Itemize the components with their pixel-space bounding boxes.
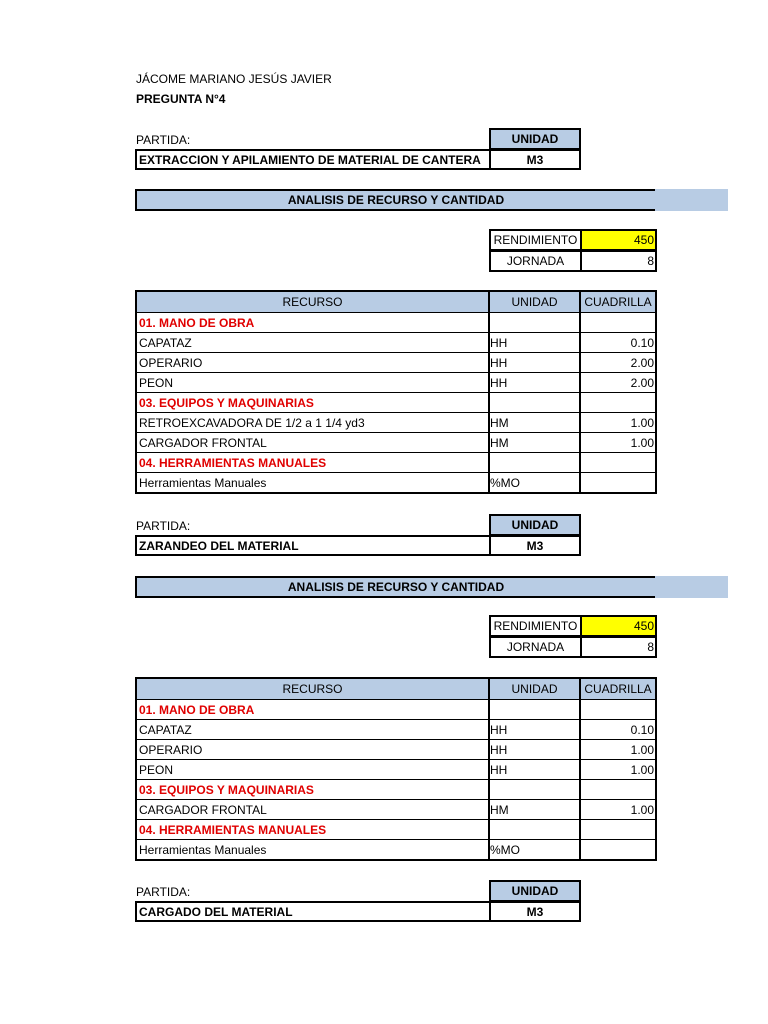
analysis-banner: ANALISIS DE RECURSO Y CANTIDAD	[135, 576, 655, 598]
table-row	[137, 352, 655, 372]
qty-cell	[581, 820, 655, 839]
group-label: 01. MANO DE OBRA	[137, 700, 490, 719]
resource-label: OPERARIO	[137, 740, 490, 759]
qty-cell: 1.00	[630, 415, 654, 430]
resource-label: CARGADOR FRONTAL	[137, 433, 490, 452]
unidad-header: UNIDAD	[489, 128, 581, 150]
qty-cell: 1.00	[630, 435, 654, 450]
analysis-banner: ANALISIS DE RECURSO Y CANTIDAD	[135, 189, 655, 211]
partida-unit: M3	[489, 901, 581, 922]
table-row	[137, 839, 655, 859]
cuadrilla-header: CUADRILLA	[581, 292, 655, 312]
table-row	[137, 472, 655, 492]
table-row	[137, 819, 655, 839]
unit-cell: HH	[490, 740, 581, 759]
group-label: 03. EQUIPOS Y MAQUINARIAS	[137, 780, 490, 799]
jornada-value: 8	[580, 250, 657, 272]
group-label: 04. HERRAMIENTAS MANUALES	[137, 453, 490, 472]
group-label: 04. HERRAMIENTAS MANUALES	[137, 820, 490, 839]
qty-cell	[581, 700, 655, 719]
qty-cell	[581, 393, 655, 412]
qty-cell: 0.10	[630, 722, 654, 737]
unit-cell: HM	[490, 800, 581, 819]
table-row	[137, 392, 655, 412]
table-row	[137, 719, 655, 739]
partida-unit: M3	[489, 535, 581, 556]
qty-cell	[581, 473, 655, 492]
resource-label: CAPATAZ	[137, 333, 490, 352]
resource-label: CARGADOR FRONTAL	[137, 800, 490, 819]
partida-name: EXTRACCION Y APILAMIENTO DE MATERIAL DE CANTERA	[135, 149, 491, 170]
partida-label: PARTIDA:	[136, 519, 191, 533]
table-header-row	[137, 292, 655, 312]
qty-cell: 2.00	[630, 375, 654, 390]
resource-label: OPERARIO	[137, 353, 490, 372]
qty-cell	[581, 453, 655, 472]
rendimiento-label: RENDIMIENTO	[489, 615, 582, 637]
partida-label: PARTIDA:	[136, 133, 191, 147]
rendimiento-value: 450	[580, 229, 657, 251]
qty-cell	[581, 840, 655, 859]
question-number: PREGUNTA N°4	[136, 92, 226, 106]
unidad-header: UNIDAD	[490, 679, 581, 699]
table-row	[137, 739, 655, 759]
table-row	[137, 452, 655, 472]
qty-cell: 0.10	[630, 335, 654, 350]
banner-extension	[655, 189, 728, 211]
unit-cell: HH	[490, 373, 581, 392]
unit-cell: HH	[490, 353, 581, 372]
banner-extension	[655, 576, 728, 598]
resource-table	[135, 677, 657, 861]
qty-cell	[581, 313, 655, 332]
resource-label: PEON	[137, 373, 490, 392]
table-header-row	[137, 679, 655, 699]
jornada-label: JORNADA	[489, 250, 582, 272]
table-row	[137, 412, 655, 432]
unit-cell	[490, 453, 581, 472]
qty-cell: 1.00	[630, 802, 654, 817]
unit-cell: HH	[490, 720, 581, 739]
jornada-value: 8	[580, 636, 657, 658]
unidad-header: UNIDAD	[490, 292, 581, 312]
partida-label: PARTIDA:	[136, 885, 191, 899]
table-row	[137, 372, 655, 392]
unidad-header: UNIDAD	[489, 514, 581, 536]
cuadrilla-header: CUADRILLA	[581, 679, 655, 699]
table-row	[137, 332, 655, 352]
qty-cell: 1.00	[630, 742, 654, 757]
unit-cell	[490, 313, 581, 332]
unit-cell: HM	[490, 413, 581, 432]
unidad-header: UNIDAD	[489, 880, 581, 902]
resource-label: PEON	[137, 760, 490, 779]
unit-cell	[490, 393, 581, 412]
rendimiento-label: RENDIMIENTO	[489, 229, 582, 251]
unit-cell	[490, 700, 581, 719]
group-label: 01. MANO DE OBRA	[137, 313, 490, 332]
author-name: JÁCOME MARIANO JESÚS JAVIER	[136, 72, 332, 86]
resource-label: RETROEXCAVADORA DE 1/2 a 1 1/4 yd3	[137, 413, 490, 432]
unit-cell: HH	[490, 333, 581, 352]
resource-label: Herramientas Manuales	[137, 840, 490, 859]
rendimiento-value: 450	[580, 615, 657, 637]
qty-cell: 2.00	[630, 355, 654, 370]
qty-cell	[581, 780, 655, 799]
partida-unit: M3	[489, 149, 581, 170]
recurso-header: RECURSO	[137, 292, 490, 312]
resource-label: CAPATAZ	[137, 720, 490, 739]
table-row	[137, 799, 655, 819]
resource-label: Herramientas Manuales	[137, 473, 490, 492]
qty-cell: 1.00	[630, 762, 654, 777]
unit-cell: HH	[490, 760, 581, 779]
table-row	[137, 432, 655, 452]
unit-cell: %MO	[490, 473, 581, 492]
unit-cell	[490, 820, 581, 839]
table-row	[137, 312, 655, 332]
unit-cell	[490, 780, 581, 799]
recurso-header: RECURSO	[137, 679, 490, 699]
table-row	[137, 699, 655, 719]
table-row	[137, 759, 655, 779]
jornada-label: JORNADA	[489, 636, 582, 658]
unit-cell: HM	[490, 433, 581, 452]
table-row	[137, 779, 655, 799]
resource-table	[135, 290, 657, 494]
partida-name: ZARANDEO DEL MATERIAL	[135, 535, 491, 556]
group-label: 03. EQUIPOS Y MAQUINARIAS	[137, 393, 490, 412]
unit-cell: %MO	[490, 840, 581, 859]
partida-name: CARGADO DEL MATERIAL	[135, 901, 491, 922]
